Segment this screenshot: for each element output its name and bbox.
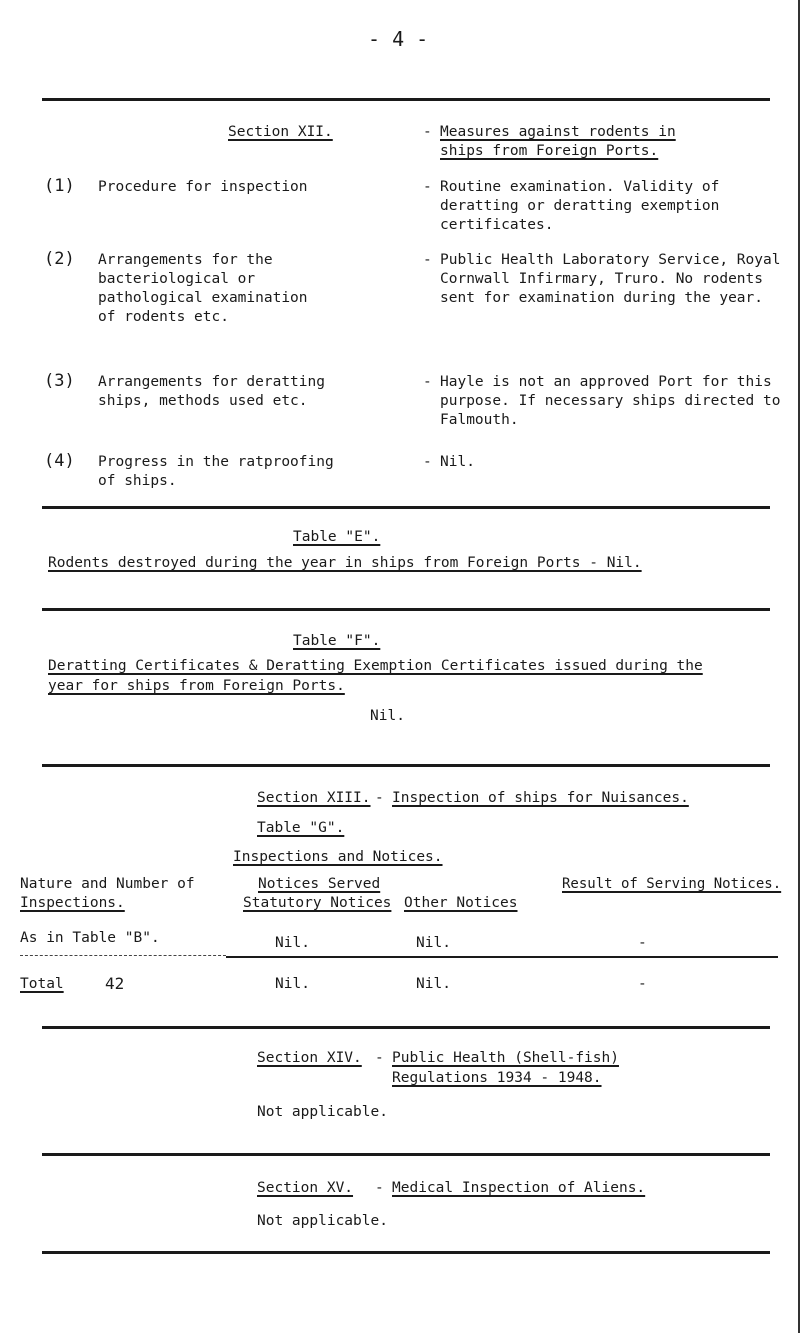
item-label: Arrangements for deratting (98, 374, 325, 390)
section-xiii-title: Inspection of ships for Nuisances. (392, 790, 689, 806)
divider (42, 1251, 770, 1254)
item-text: Falmouth. (440, 412, 519, 428)
divider (42, 1026, 770, 1029)
section-xii-title-line1: Measures against rodents in (440, 124, 676, 140)
section-xii-dash: - (423, 124, 432, 140)
section-xiii-heading: Section XIII. (257, 790, 371, 806)
item-label: ships, methods used etc. (98, 393, 308, 409)
item-label: pathological examination (98, 290, 308, 306)
section-xiv-title-line1: Public Health (Shell-fish) (392, 1050, 619, 1066)
table-g-subheading: Inspections and Notices. (233, 849, 443, 865)
item-text: sent for examination during the year. (440, 290, 764, 306)
table-separator (226, 956, 778, 958)
item-text: certificates. (440, 217, 554, 233)
divider (42, 1153, 770, 1156)
item-text: purpose. If necessary ships directed to (440, 393, 781, 409)
column-header-nature: Nature and Number of (20, 876, 195, 892)
section-xiii-dash: - (375, 790, 384, 806)
column-header-other: Other Notices (404, 895, 518, 911)
table-row-result: - (638, 935, 647, 951)
table-total-label: Total (20, 976, 64, 992)
table-separator (20, 955, 226, 956)
column-header-nature-line2: Inspections. (20, 895, 125, 911)
item-number: (4) (44, 451, 75, 471)
section-xv-text: Not applicable. (257, 1213, 388, 1229)
item-dash: - (423, 454, 432, 470)
item-label: Progress in the ratproofing (98, 454, 334, 470)
table-f-line1: Deratting Certificates & Deratting Exemption Certificates issued during the (48, 658, 703, 674)
table-e-text: Rodents destroyed during the year in ships from Foreign Ports - Nil. (48, 555, 642, 571)
item-dash: - (423, 374, 432, 390)
section-xv-title: Medical Inspection of Aliens. (392, 1180, 646, 1196)
item-label: of ships. (98, 473, 177, 489)
item-label: Procedure for inspection (98, 179, 308, 195)
table-g-heading: Table "G". (257, 820, 345, 836)
item-text: Hayle is not an approved Port for this (440, 374, 772, 390)
section-xv-heading: Section XV. (257, 1180, 354, 1196)
page-number: - 4 - (368, 27, 429, 51)
section-xiv-text: Not applicable. (257, 1104, 388, 1120)
table-total-other: Nil. (416, 976, 451, 992)
item-dash: - (423, 252, 432, 268)
item-text: Nil. (440, 454, 475, 470)
table-row-nature: As in Table "B". (20, 930, 160, 946)
item-text: Public Health Laboratory Service, Royal (440, 252, 781, 268)
item-label: bacteriological or (98, 271, 256, 287)
item-number: (3) (44, 371, 75, 391)
table-row-statutory: Nil. (275, 935, 310, 951)
table-f-line2: year for ships from Foreign Ports. (48, 678, 345, 694)
section-xiv-dash: - (375, 1050, 384, 1066)
divider (42, 608, 770, 611)
section-xii-heading: Section XII. (228, 124, 333, 140)
item-number: (2) (44, 249, 75, 269)
table-total-statutory: Nil. (275, 976, 310, 992)
table-f-heading: Table "F". (293, 633, 381, 649)
section-xiv-title-line2: Regulations 1934 - 1948. (392, 1070, 602, 1086)
column-header-result: Result of Serving Notices. (562, 876, 782, 892)
item-text: Routine examination. Validity of (440, 179, 720, 195)
column-header-statutory: Statutory Notices (243, 895, 392, 911)
table-total-value: 42 (105, 974, 125, 993)
table-row-other: Nil. (416, 935, 451, 951)
item-dash: - (423, 179, 432, 195)
item-label: of rodents etc. (98, 309, 229, 325)
section-xiv-heading: Section XIV. (257, 1050, 362, 1066)
divider (42, 98, 770, 101)
table-e-heading: Table "E". (293, 529, 381, 545)
column-header-notices-served: Notices Served (258, 876, 381, 892)
item-label: Arrangements for the (98, 252, 273, 268)
divider (42, 506, 770, 509)
item-text: Cornwall Infirmary, Truro. No rodents (440, 271, 764, 287)
item-number: (1) (44, 176, 75, 196)
section-xv-dash: - (375, 1180, 384, 1196)
divider (42, 764, 770, 767)
section-xii-title-line2: ships from Foreign Ports. (440, 143, 659, 159)
table-total-result: - (638, 976, 647, 992)
item-text: deratting or deratting exemption (440, 198, 720, 214)
table-f-value: Nil. (370, 708, 405, 724)
